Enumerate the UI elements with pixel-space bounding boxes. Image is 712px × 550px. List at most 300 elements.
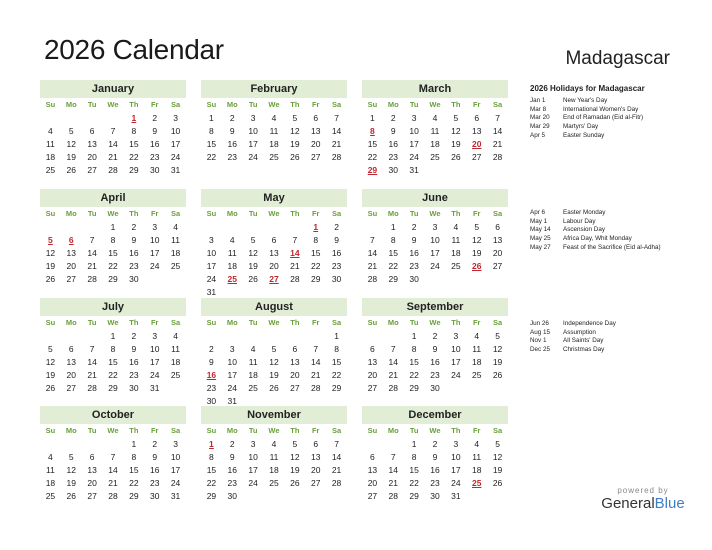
day-cell: 12 <box>66 139 76 149</box>
empty-day-cell <box>362 438 383 451</box>
day-cell: 29 <box>388 274 398 284</box>
holiday-name: Independence Day <box>563 320 616 327</box>
weekday-label: Sa <box>492 209 503 218</box>
week-row <box>40 164 186 177</box>
empty-day-cell <box>222 330 243 343</box>
holiday-group <box>530 84 700 141</box>
holiday-item <box>530 235 700 244</box>
weekday-header <box>201 207 347 221</box>
month-june <box>362 189 508 286</box>
empty-day-cell <box>82 438 103 451</box>
day-cell: 30 <box>331 274 342 284</box>
weekday-label: Tu <box>409 100 419 109</box>
day-cell: 20 <box>367 370 378 380</box>
weekday-label: Th <box>129 100 139 109</box>
day-cell: 18 <box>471 465 482 475</box>
day-cell: 9 <box>334 235 339 245</box>
empty-day-cell <box>383 438 404 451</box>
day-cell: 3 <box>250 113 256 123</box>
day-cell: 1 <box>411 439 417 449</box>
day-cell: 12 <box>451 126 461 136</box>
day-cell: 27 <box>310 478 321 488</box>
weekday-label: Tu <box>248 318 258 327</box>
day-cell: 29 <box>367 165 378 175</box>
holiday-item <box>530 114 700 123</box>
week-row <box>40 330 186 343</box>
day-cell: 4 <box>474 331 480 341</box>
week-row <box>40 234 186 247</box>
day-cell: 24 <box>451 478 461 488</box>
day-cell: 15 <box>409 357 419 367</box>
week-row <box>201 273 347 286</box>
day-cell: 21 <box>87 370 97 380</box>
day-cell: 4 <box>432 113 438 123</box>
day-cell: 18 <box>45 152 56 162</box>
day-cell: 21 <box>310 370 321 380</box>
day-cell: 12 <box>45 357 56 367</box>
weekday-label: Mo <box>226 426 238 435</box>
day-cell: 4 <box>474 439 480 449</box>
weekday-header <box>362 98 508 112</box>
day-cell: 6 <box>495 222 500 232</box>
weekday-label: Su <box>206 426 217 435</box>
day-cell: 9 <box>209 357 214 367</box>
empty-day-cell <box>466 382 487 395</box>
month-january <box>40 80 186 177</box>
day-cell: 30 <box>206 396 217 406</box>
day-cell: 7 <box>334 113 339 123</box>
holiday-item <box>530 123 700 132</box>
day-cell: 7 <box>390 344 396 354</box>
week-row <box>201 369 347 382</box>
day-cell: 7 <box>110 452 116 462</box>
day-cell: 4 <box>453 222 459 232</box>
day-cell: 18 <box>451 248 461 258</box>
empty-day-cell <box>61 438 82 451</box>
day-cell: 8 <box>110 344 116 354</box>
day-cell: 5 <box>68 452 74 462</box>
day-cell: 10 <box>248 452 258 462</box>
day-cell: 15 <box>108 248 118 258</box>
day-cell: 10 <box>248 126 258 136</box>
empty-day-cell <box>466 164 487 177</box>
empty-day-cell <box>61 330 82 343</box>
weekday-label: We <box>429 426 441 435</box>
month-august <box>201 298 347 408</box>
weekday-header <box>40 316 186 330</box>
day-cell: 11 <box>430 126 440 136</box>
day-cell: 28 <box>310 383 321 393</box>
week-row <box>40 343 186 356</box>
day-cell: 23 <box>227 152 237 162</box>
weekday-label: Tu <box>409 318 419 327</box>
day-cell: 9 <box>229 126 235 136</box>
day-cell: 5 <box>271 344 277 354</box>
page-title: 2026 Calendar <box>44 34 224 65</box>
day-cell: 27 <box>290 383 300 393</box>
day-cell: 19 <box>471 248 482 258</box>
day-cell: 30 <box>129 383 139 393</box>
weekday-label: Su <box>367 100 378 109</box>
day-cell: 25 <box>269 152 279 162</box>
weekday-header <box>362 316 508 330</box>
weekday-header <box>201 98 347 112</box>
week-row <box>201 112 347 125</box>
day-cell: 14 <box>388 465 398 475</box>
day-cell: 23 <box>149 152 160 162</box>
weekday-label: We <box>268 100 280 109</box>
day-cell: 25 <box>227 274 237 284</box>
empty-day-cell <box>103 112 124 125</box>
empty-day-cell <box>40 330 61 343</box>
day-cell: 16 <box>409 248 419 258</box>
holiday-item <box>530 132 700 141</box>
holiday-item <box>530 337 700 346</box>
empty-day-cell <box>326 490 347 503</box>
day-cell: 2 <box>411 222 417 232</box>
day-cell: 25 <box>45 165 56 175</box>
empty-day-cell <box>425 164 446 177</box>
holiday-group <box>530 209 700 253</box>
day-cell: 28 <box>87 383 97 393</box>
holiday-name: Ascension Day <box>563 226 605 234</box>
day-cell: 24 <box>248 152 258 162</box>
empty-day-cell <box>82 112 103 125</box>
weekday-header <box>362 424 508 438</box>
day-cell: 4 <box>48 126 53 136</box>
day-cell: 18 <box>471 357 482 367</box>
holiday-group <box>530 320 700 355</box>
day-cell: 29 <box>409 491 419 501</box>
month-december <box>362 406 508 503</box>
day-cell: 24 <box>227 383 237 393</box>
day-cell: 22 <box>331 370 342 380</box>
weekday-label: Tu <box>87 209 97 218</box>
week-row <box>362 464 508 477</box>
week-row <box>362 260 508 273</box>
day-cell: 5 <box>495 331 500 341</box>
weekday-label: Mo <box>387 100 399 109</box>
holiday-name: Africa Day, Whit Monday <box>563 235 632 243</box>
day-cell: 12 <box>66 465 76 475</box>
day-cell: 31 <box>409 165 419 175</box>
day-cell: 5 <box>48 344 53 354</box>
day-cell: 6 <box>89 452 95 462</box>
weekday-label: Tu <box>87 100 97 109</box>
month-name: September <box>362 298 508 316</box>
day-cell: 29 <box>331 383 342 393</box>
holiday-date: Mar 20 <box>530 114 550 122</box>
day-cell: 21 <box>331 139 342 149</box>
day-cell: 13 <box>87 139 97 149</box>
weekday-label: Tu <box>248 100 258 109</box>
weekday-label: Mo <box>65 100 77 109</box>
holiday-item <box>530 97 700 106</box>
empty-day-cell <box>222 221 243 234</box>
day-cell: 21 <box>388 478 398 488</box>
weekday-label: Fr <box>472 209 481 218</box>
day-cell: 25 <box>170 370 181 380</box>
weekday-label: Su <box>206 100 217 109</box>
day-cell: 13 <box>367 465 378 475</box>
day-cell: 9 <box>152 452 158 462</box>
day-cell: 6 <box>474 113 480 123</box>
day-cell: 1 <box>209 113 214 123</box>
day-cell: 15 <box>129 139 139 149</box>
day-cell: 1 <box>390 222 396 232</box>
day-cell: 13 <box>471 126 482 136</box>
day-cell: 8 <box>110 235 116 245</box>
day-cell: 26 <box>492 370 503 380</box>
day-cell: 24 <box>149 370 160 380</box>
month-november <box>201 406 347 503</box>
weekday-label: Fr <box>472 100 481 109</box>
weekday-label: Mo <box>65 318 77 327</box>
day-cell: 11 <box>269 126 279 136</box>
day-cell: 20 <box>87 478 97 488</box>
weekday-label: Sa <box>170 100 181 109</box>
week-row <box>40 369 186 382</box>
day-cell: 30 <box>149 491 160 501</box>
day-cell: 6 <box>89 126 95 136</box>
day-cell: 16 <box>227 139 237 149</box>
month-name: November <box>201 406 347 424</box>
day-cell: 28 <box>331 478 342 488</box>
holiday-date: Mar 8 <box>530 105 547 113</box>
day-cell: 10 <box>170 452 181 462</box>
day-cell: 24 <box>170 478 181 488</box>
day-cell: 24 <box>206 274 217 284</box>
weekday-label: Tu <box>248 426 258 435</box>
day-cell: 12 <box>45 248 56 258</box>
weekday-label: Tu <box>87 318 97 327</box>
weekday-label: Sa <box>331 426 342 435</box>
day-cell: 7 <box>334 439 339 449</box>
week-row <box>362 138 508 151</box>
day-cell: 22 <box>129 478 139 488</box>
day-cell: 17 <box>248 465 258 475</box>
day-cell: 28 <box>108 165 118 175</box>
day-cell: 8 <box>334 344 339 354</box>
day-cell: 10 <box>170 126 181 136</box>
empty-day-cell <box>40 112 61 125</box>
day-cell: 1 <box>370 113 375 123</box>
day-cell: 30 <box>227 491 237 501</box>
day-cell: 4 <box>229 235 235 245</box>
day-cell: 26 <box>290 152 300 162</box>
weekday-label: Su <box>206 318 217 327</box>
day-cell: 15 <box>206 465 217 475</box>
day-cell: 4 <box>173 222 178 232</box>
day-cell: 23 <box>388 152 398 162</box>
week-row <box>201 382 347 395</box>
weekday-label: Su <box>45 100 56 109</box>
day-cell: 29 <box>129 491 139 501</box>
day-cell: 22 <box>310 261 321 271</box>
empty-day-cell <box>61 221 82 234</box>
day-cell: 13 <box>66 248 76 258</box>
day-cell: 26 <box>66 491 76 501</box>
empty-day-cell <box>466 273 487 286</box>
weekday-label: Su <box>45 318 56 327</box>
day-cell: 14 <box>310 357 321 367</box>
day-cell: 7 <box>313 344 319 354</box>
week-row <box>362 330 508 343</box>
weekday-label: Mo <box>387 318 399 327</box>
weekday-label: Th <box>290 318 300 327</box>
day-cell: 29 <box>108 383 118 393</box>
day-cell: 26 <box>45 383 56 393</box>
weekday-header <box>362 207 508 221</box>
day-cell: 16 <box>149 139 160 149</box>
weekday-label: Sa <box>492 100 503 109</box>
weekday-label: Mo <box>226 318 238 327</box>
day-cell: 4 <box>173 331 178 341</box>
day-cell: 26 <box>492 478 503 488</box>
day-cell: 7 <box>89 235 95 245</box>
day-cell: 22 <box>108 370 118 380</box>
week-row <box>362 369 508 382</box>
day-cell: 12 <box>248 248 258 258</box>
weekday-label: Th <box>451 318 461 327</box>
empty-day-cell <box>383 330 404 343</box>
day-cell: 1 <box>110 222 116 232</box>
week-row <box>40 221 186 234</box>
day-cell: 2 <box>432 331 438 341</box>
holidays-title: 2026 Holidays for Madagascar <box>530 84 645 93</box>
day-cell: 26 <box>269 383 279 393</box>
holiday-name: New Year's Day <box>563 97 608 104</box>
month-september <box>362 298 508 395</box>
day-cell: 18 <box>227 261 237 271</box>
month-october <box>40 406 186 503</box>
day-cell: 15 <box>409 465 419 475</box>
day-cell: 14 <box>108 139 118 149</box>
empty-day-cell <box>362 221 383 234</box>
day-cell: 18 <box>170 357 181 367</box>
day-cell: 9 <box>432 344 438 354</box>
weekday-header <box>40 98 186 112</box>
day-cell: 7 <box>292 235 298 245</box>
weekday-label: Sa <box>331 100 342 109</box>
day-cell: 17 <box>170 139 181 149</box>
weekday-label: We <box>429 318 441 327</box>
week-row <box>40 112 186 125</box>
empty-day-cell <box>305 490 326 503</box>
day-cell: 28 <box>388 383 398 393</box>
day-cell: 13 <box>310 126 321 136</box>
month-march <box>362 80 508 177</box>
day-cell: 2 <box>131 222 137 232</box>
day-cell: 10 <box>227 357 237 367</box>
empty-day-cell <box>487 382 508 395</box>
holiday-date: May 1 <box>530 217 548 225</box>
day-cell: 9 <box>390 126 396 136</box>
holiday-date: Mar 29 <box>530 123 550 131</box>
weekday-label: Fr <box>311 426 320 435</box>
day-cell: 5 <box>292 113 298 123</box>
weekday-label: Fr <box>150 100 159 109</box>
holiday-date: Apr 6 <box>530 209 546 216</box>
day-cell: 7 <box>89 344 95 354</box>
weekday-label: Fr <box>311 100 320 109</box>
week-row <box>201 477 347 490</box>
day-cell: 19 <box>290 139 300 149</box>
day-cell: 14 <box>108 465 118 475</box>
weekday-label: Fr <box>311 209 320 218</box>
month-name: January <box>40 80 186 98</box>
week-row <box>40 490 186 503</box>
day-cell: 17 <box>430 248 440 258</box>
month-name: June <box>362 189 508 207</box>
day-cell: 17 <box>248 139 258 149</box>
holiday-date: May 14 <box>530 226 551 234</box>
day-cell: 8 <box>411 344 417 354</box>
week-row <box>201 234 347 247</box>
day-cell: 3 <box>453 331 459 341</box>
day-cell: 22 <box>206 478 217 488</box>
weekday-label: Sa <box>331 209 342 218</box>
day-cell: 21 <box>331 465 342 475</box>
weekday-label: Fr <box>150 318 159 327</box>
weekday-label: Su <box>45 426 56 435</box>
day-cell: 19 <box>269 370 279 380</box>
day-cell: 5 <box>453 113 459 123</box>
week-row <box>40 451 186 464</box>
day-cell: 5 <box>495 439 500 449</box>
day-cell: 24 <box>409 152 419 162</box>
day-cell: 1 <box>334 331 339 341</box>
day-cell: 11 <box>171 235 180 245</box>
empty-day-cell <box>201 330 222 343</box>
week-row <box>362 151 508 164</box>
day-cell: 30 <box>430 383 440 393</box>
empty-day-cell <box>243 490 264 503</box>
week-row <box>201 125 347 138</box>
holiday-date: Jun 26 <box>530 320 549 327</box>
weekday-label: We <box>429 209 441 218</box>
weekday-label: Sa <box>492 426 503 435</box>
day-cell: 27 <box>367 491 378 501</box>
empty-day-cell <box>487 273 508 286</box>
weekday-label: Mo <box>226 100 238 109</box>
weekday-header <box>40 424 186 438</box>
day-cell: 3 <box>173 439 178 449</box>
weekday-label: Mo <box>65 209 77 218</box>
day-cell: 6 <box>292 344 298 354</box>
day-cell: 1 <box>131 113 137 123</box>
week-row <box>362 343 508 356</box>
month-name: March <box>362 80 508 98</box>
day-cell: 4 <box>271 439 277 449</box>
day-cell: 18 <box>248 370 258 380</box>
day-cell: 27 <box>87 491 97 501</box>
day-cell: 20 <box>290 370 300 380</box>
day-cell: 25 <box>451 261 461 271</box>
day-cell: 5 <box>474 222 480 232</box>
day-cell: 8 <box>411 452 417 462</box>
day-cell: 18 <box>269 139 279 149</box>
day-cell: 20 <box>310 139 321 149</box>
day-cell: 19 <box>492 465 503 475</box>
day-cell: 2 <box>390 113 396 123</box>
day-cell: 8 <box>131 126 137 136</box>
day-cell: 25 <box>45 491 56 501</box>
holiday-item <box>530 209 700 218</box>
day-cell: 7 <box>110 126 116 136</box>
weekday-label: Fr <box>311 318 320 327</box>
day-cell: 16 <box>206 370 217 380</box>
